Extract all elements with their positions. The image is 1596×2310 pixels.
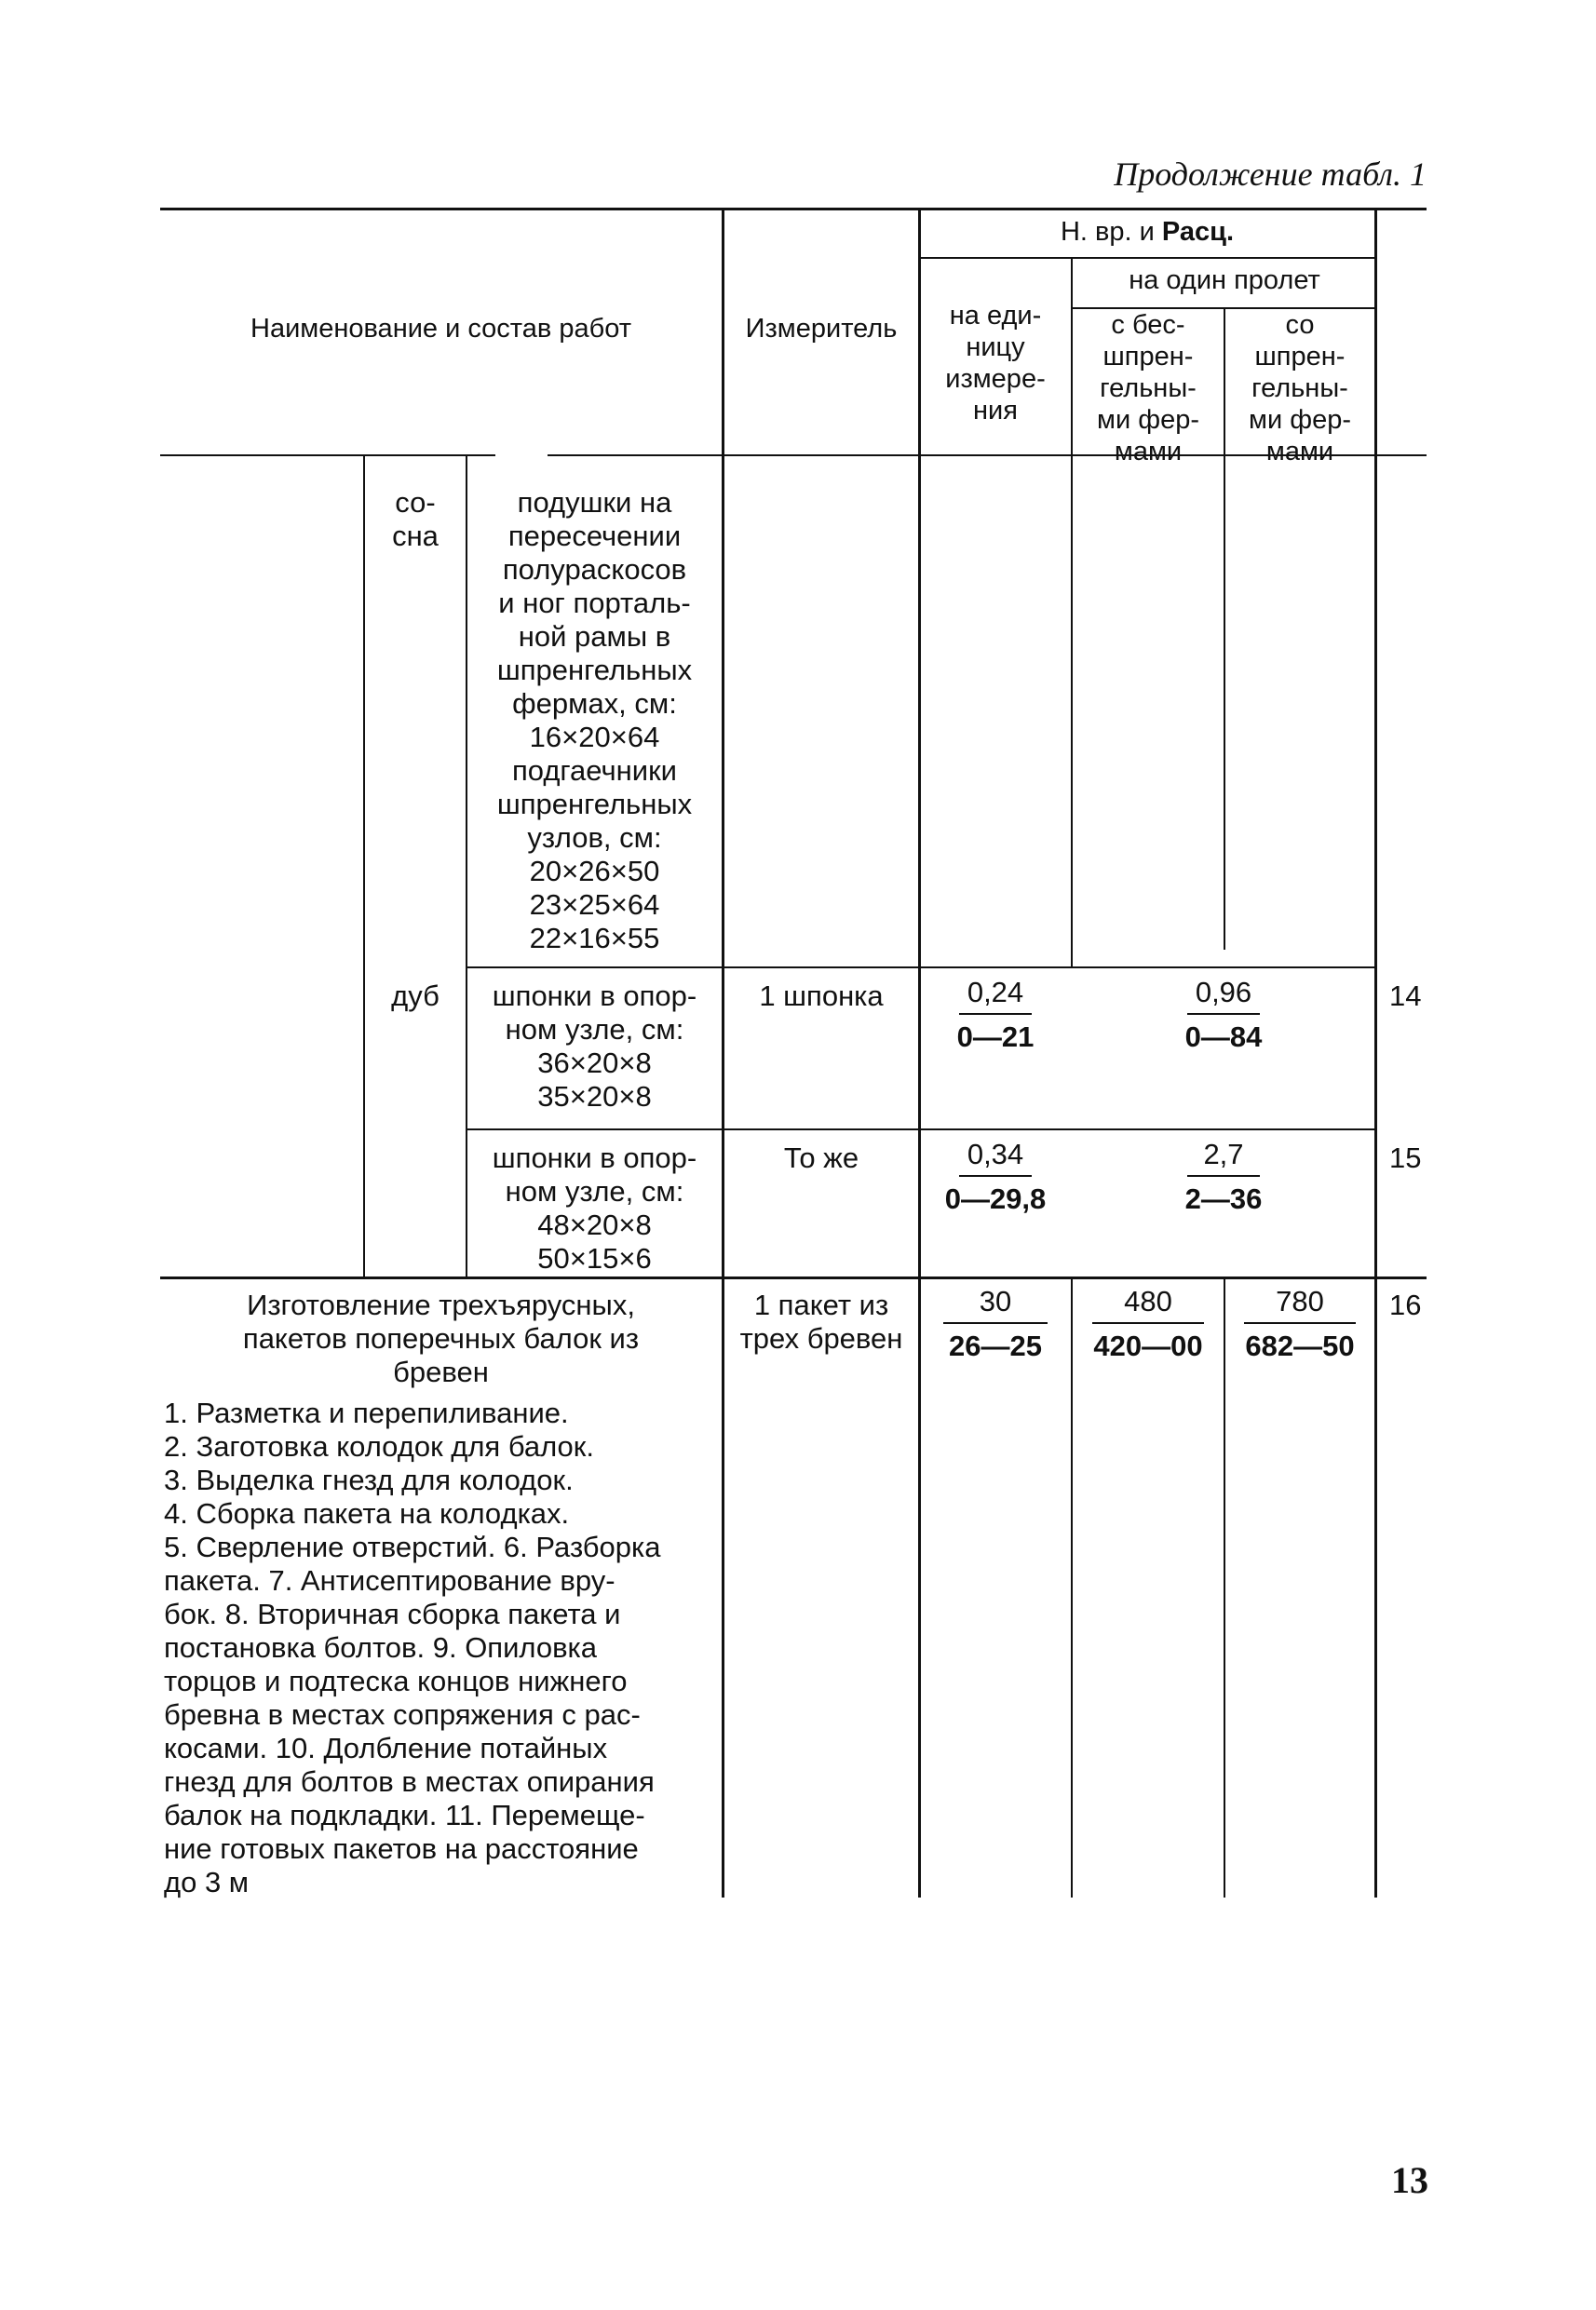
header-with-truss: со шпрен- гельны- ми фер- мами [1249, 310, 1351, 466]
wood-type-pine: со- сна [392, 486, 439, 552]
row-16-with-truss: 780 682—50 [1245, 1285, 1355, 1362]
row-16-per-unit: 30 26—25 [920, 1283, 1071, 1365]
row-14-unit: 1 шпонка [759, 979, 884, 1012]
row-14-description: шпонки в опор- ном узле, см: 36×20×8 35×20×8 [492, 979, 697, 1113]
row-15-per-span: 2,7 2—36 [1184, 1138, 1263, 1215]
row-16-title: Изготовление трехъярусных, пакетов поперечных балок из бревен [242, 1289, 640, 1388]
row-14-per-span: 0,96 0—84 [1184, 976, 1263, 1053]
row-16-unit: 1 пакет из трех бревен [739, 1289, 903, 1355]
header-per-unit: на еди- ницу измере- ния [945, 301, 1046, 426]
row-16-work-steps: 1. Разметка и перепиливание. 2. Заготовка колодок для балок. 3. Выделка гнезд для колодок. 4. Сборка пакета на колодках. 5. Сверление отверстий. 6. Разборка пакета. 7. Антисептирование вру- бок. 8. Вторичная сборка пакета и постановка болтов. 9. Опиловка торцов и подтеска концов нижнего бревна в местах сопряжения с рас- косами. 10. Долбление потайных гнезд для болтов в местах опирания балок на подкладки. 11. Перемеще- ние готовых пакетов на расстояние до 3 м [164, 1397, 661, 1898]
header-without-truss: с бес- шпрен- гельны- ми фер- мами [1097, 310, 1199, 466]
header-rates-group: Н. вр. и Расц. [1060, 217, 1235, 247]
header-unit: Измеритель [745, 314, 898, 344]
page-number: 13 [1391, 2159, 1428, 2201]
header-name-of-work: Наименование и состав работ [250, 314, 631, 344]
row-16-number: 16 [1389, 1289, 1422, 1321]
row-15-number: 15 [1389, 1141, 1422, 1174]
pine-description: подушки на пересечении полураскосов и ног порталь- ной рамы в шпренгельных фермах, см: 16×20×64 подгаечники шпренгельных узлов, см: 20×26×50 23×25×64 22×16×55 [496, 486, 693, 954]
table-continuation-caption: Продолжение табл. 1 [1114, 155, 1427, 193]
row-14-per-unit: 0,24 0—21 [956, 976, 1035, 1053]
header-per-span: на один пролет [1129, 265, 1320, 295]
row-15-unit: То же [783, 1141, 859, 1174]
row-15-per-unit: 0,34 0—29,8 [944, 1138, 1047, 1215]
row-16-without-truss: 480 420—00 [1093, 1285, 1203, 1362]
wood-type-oak: дуб [391, 979, 440, 1012]
row-14-number: 14 [1389, 979, 1422, 1012]
row-15-description: шпонки в опор- ном узле, см: 48×20×8 50×15×6 [492, 1141, 697, 1275]
